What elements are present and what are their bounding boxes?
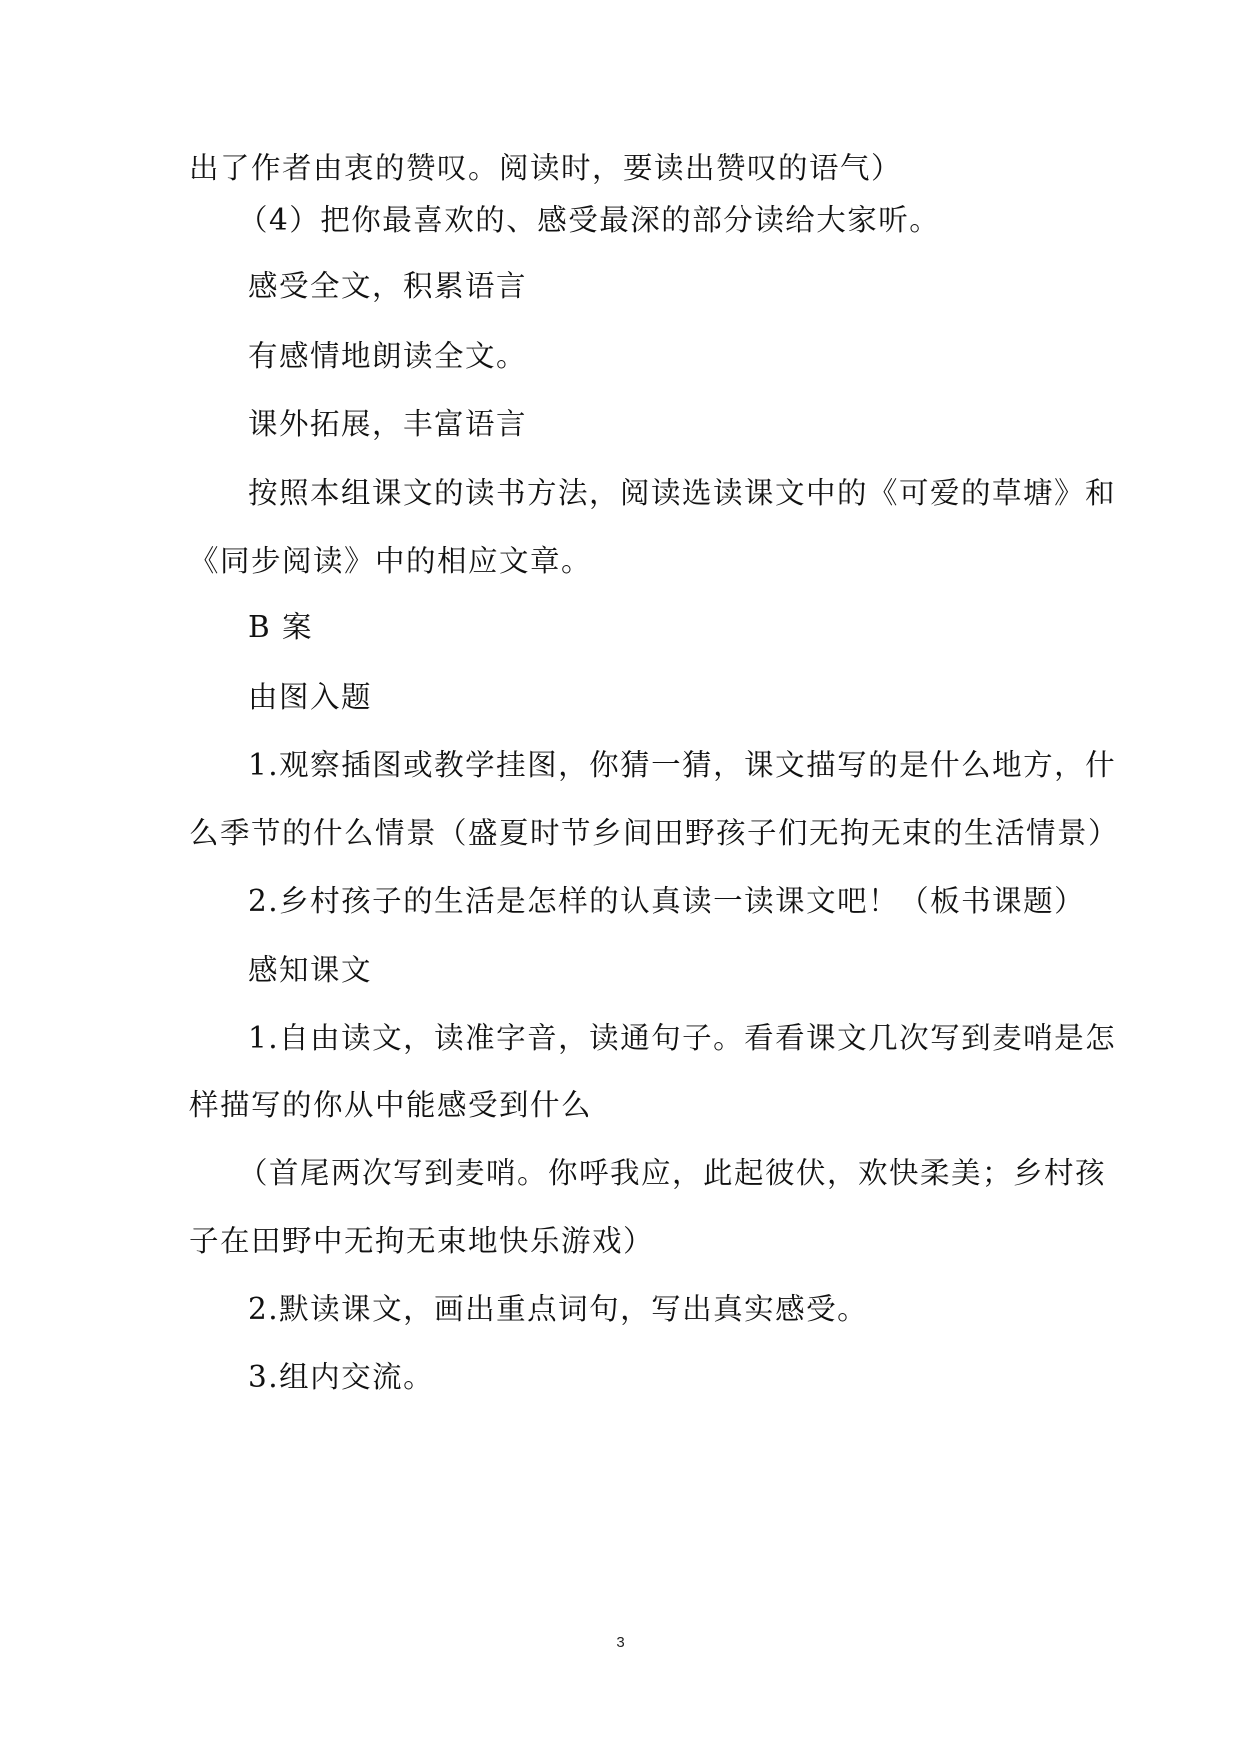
paragraph-line-19: 3.组内交流。 [248,1360,435,1394]
paragraph-line-10: 1.观察插图或教学挂图，你猜一猜，课文描写的是什么地方，什 [248,748,1117,782]
section-heading-from-picture: 由图入题 [248,680,373,714]
paragraph-line-16: （首尾两次写到麦哨。你呼我应，此起彼伏，欢快柔美；乡村孩 [238,1156,1107,1190]
section-heading-feel-full-text: 感受全文，积累语言 [248,269,528,303]
paragraph-line-14: 1.自由读文，读准字音，读通句子。看看课文几次写到麦哨是怎 [248,1021,1117,1055]
page-number: 3 [616,1634,625,1651]
paragraph-line-6: 按照本组课文的读书方法，阅读选读课文中的《可爱的草塘》和 [248,476,1117,510]
section-heading-perceive-text: 感知课文 [248,953,373,987]
section-heading-extension: 课外拓展，丰富语言 [248,407,528,441]
paragraph-line-12: 2.乡村孩子的生活是怎样的认真读一读课文吧！（板书课题） [248,884,1086,918]
paragraph-line-17: 子在田野中无拘无束地快乐游戏） [189,1224,655,1258]
paragraph-line-15: 样描写的你从中能感受到什么 [189,1088,593,1122]
paragraph-line-18: 2.默读课文，画出重点词句，写出真实感受。 [248,1292,869,1326]
paragraph-line-2: （4）把你最喜欢的、感受最深的部分读给大家听。 [238,203,941,237]
paragraph-line-1: 出了作者由衷的赞叹。阅读时，要读出赞叹的语气） [189,151,903,185]
paragraph-line-4: 有感情地朗读全文。 [248,339,528,373]
paragraph-line-7: 《同步阅读》中的相应文章。 [189,544,593,578]
section-heading-plan-b: B 案 [248,610,314,644]
paragraph-line-11: 么季节的什么情景（盛夏时节乡间田野孩子们无拘无束的生活情景） [189,816,1120,850]
